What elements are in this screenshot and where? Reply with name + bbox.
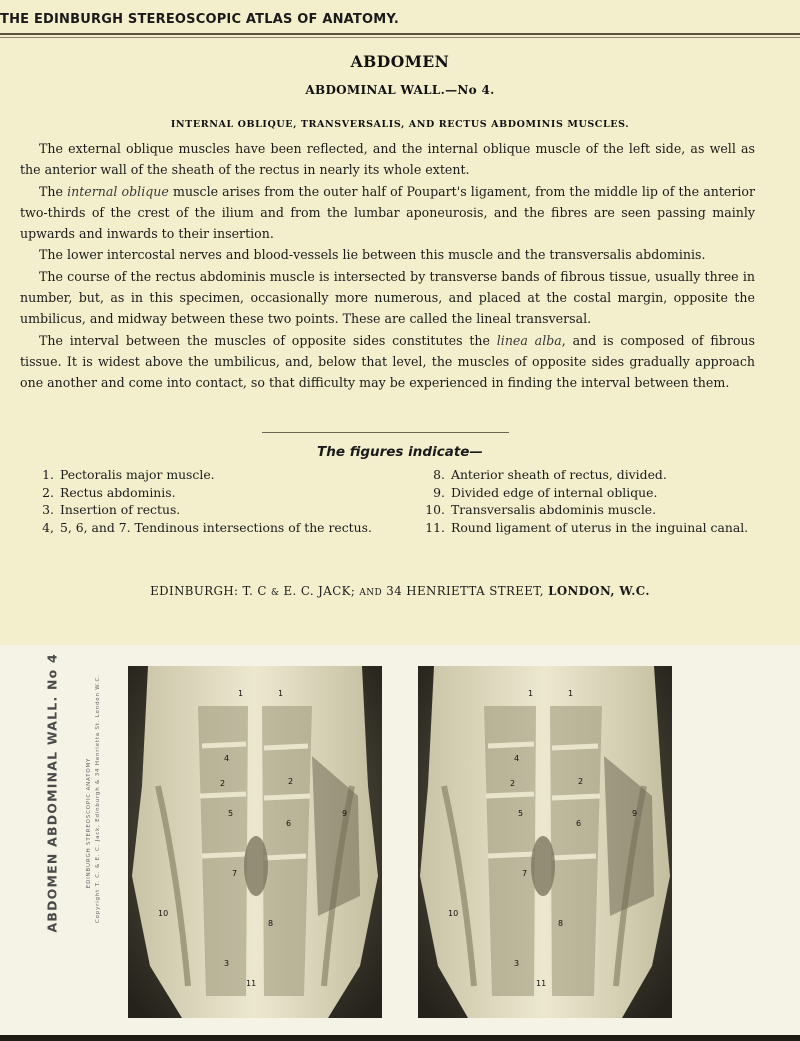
card-edge <box>0 1035 800 1041</box>
paragraph-2-emphasis: internal oblique <box>67 183 169 199</box>
photo-figure-label: 10 <box>448 909 459 918</box>
legend-item <box>30 519 375 537</box>
photo-figure-label: 2 <box>220 779 226 788</box>
legend-text: Anterior sheath of rectus, divided. <box>451 467 667 482</box>
legend-left-column <box>30 466 375 536</box>
publisher-imprint <box>0 584 800 598</box>
abdomen-dissection-image <box>418 666 672 1018</box>
paragraph-5-lead: The interval between the muscles of opposite sides constitutes the <box>39 332 497 348</box>
photo-figure-label: 5 <box>518 809 524 818</box>
photo-figure-label: 6 <box>576 819 582 828</box>
photo-figure-label: 8 <box>558 919 564 928</box>
side-copyright: Copyright T. C. & E. C. Jack, Edinburgh & 34 Henrietta St. London W.C. <box>95 674 101 923</box>
paragraph-5-emphasis: linea alba <box>496 332 562 348</box>
photo-figure-label: 6 <box>286 819 292 828</box>
plate-title: ABDOMINAL WALL.—No 4. <box>305 83 495 97</box>
side-series-label: EDINBURGH STEREOSCOPIC ANATOMY <box>86 757 92 889</box>
photo-figure-label: 1 <box>528 689 534 698</box>
legend-number: 10. <box>425 502 445 517</box>
legend-item <box>30 466 375 484</box>
legend-number: 9. <box>433 484 445 500</box>
description-text <box>20 138 755 394</box>
paragraph-3: The lower intercostal nerves and blood-vessels lie between this muscle and the transversalis abdominis. <box>39 247 706 263</box>
side-plate-label: ABDOMEN ABDOMINAL WALL. No 4 <box>44 653 60 933</box>
legend-text: Divided edge of internal oblique. <box>451 484 658 500</box>
legend-text: Rectus abdominis. <box>60 484 176 500</box>
photo-figure-label: 1 <box>568 689 574 698</box>
paragraph-5 <box>20 330 755 394</box>
photo-figure-label: 7 <box>522 869 528 878</box>
paragraph-2-lead: The <box>39 183 68 199</box>
legend-number: 11. <box>425 519 445 535</box>
legend-number: 1. <box>42 467 54 482</box>
stereo-photo-left <box>128 666 382 1018</box>
stereo-card-area <box>0 645 800 1035</box>
photo-figure-label: 1 <box>238 689 244 698</box>
legend-text: Pectoralis major muscle. <box>60 467 215 482</box>
paragraph-4: The course of the rectus abdominis muscle is intersected by transverse bands of fibrous tissue, usually three in number, but, as in this specimen, occasionally more numerous, and placed at the costal margin, opposite the umbilicus, and midway between these two points. These are called the lineal transversal. <box>20 268 755 327</box>
legend-item <box>421 519 771 537</box>
publisher-and: AND <box>359 588 383 598</box>
plate-subtitle: INTERNAL OBLIQUE, TRANSVERSALIS, AND RECTUS ABDOMINIS MUSCLES. <box>170 119 630 130</box>
paragraph-2-rest: muscle arises from the outer half of Poupart's ligament, from the middle lip of the anterior two-thirds of the crest of the ilium and from the lumbar aponeurosis, and the fibres are seen passing mainly upwards and inwards to their insertion. <box>20 183 756 242</box>
legend-number: 4, <box>42 519 54 535</box>
title-rule <box>0 33 800 35</box>
legend-item <box>421 501 771 519</box>
paragraph-2 <box>20 181 755 245</box>
legend-item <box>421 484 771 502</box>
title-rule-thin <box>0 37 800 38</box>
photo-figure-label: 8 <box>268 919 274 928</box>
legend-item <box>421 466 771 484</box>
abdomen-dissection-image <box>128 666 382 1018</box>
paragraph-1: The external oblique muscles have been reflected, and the internal oblique muscle of the left side, as well as the anterior wall of the sheath of the rectus in nearly its whole extent. <box>20 141 755 178</box>
section-divider <box>262 432 509 433</box>
photo-figure-label: 1 <box>278 689 284 698</box>
paragraph-5-rest: , and is composed of fibrous tissue. It is widest above the umbilicus, and, below that level, the muscles of opposite sides gradually approach one another and come into contact, so that difficulty may be experienced in finding the interval between them. <box>20 332 755 391</box>
photo-figure-label: 9 <box>632 809 638 818</box>
legend-text: Round ligament of uterus in the inguinal canal. <box>451 519 749 535</box>
photo-figure-label: 7 <box>232 869 238 878</box>
legend-text: 5, 6, and 7. Tendinous intersections of the rectus. <box>60 519 372 535</box>
legend-right-column <box>421 466 771 536</box>
legend-number: 2. <box>42 484 54 500</box>
photo-figure-label: 2 <box>510 779 516 788</box>
photo-figure-label: 10 <box>158 909 169 918</box>
photo-figure-label: 11 <box>536 979 547 988</box>
photo-figure-label: 4 <box>514 754 520 763</box>
atlas-title: THE EDINBURGH STEREOSCOPIC ATLAS OF ANATOMY. <box>0 12 399 27</box>
legend-text: Transversalis abdominis muscle. <box>451 502 657 517</box>
photo-figure-label: 11 <box>246 979 257 988</box>
photo-figure-label: 2 <box>578 777 584 786</box>
section-title: ABDOMEN <box>350 52 450 71</box>
legend-text: Insertion of rectus. <box>60 502 181 517</box>
photo-figure-label: 4 <box>224 754 230 763</box>
photo-figure-label: 9 <box>342 809 348 818</box>
photo-figure-label: 5 <box>228 809 234 818</box>
photo-figure-label: 3 <box>224 959 230 968</box>
publisher-part: 34 HENRIETTA STREET, <box>382 584 549 598</box>
publisher-city: LONDON, W.C. <box>548 584 650 598</box>
legend-number: 3. <box>42 502 54 517</box>
photo-figure-label: 3 <box>514 959 520 968</box>
legend-item <box>30 484 375 502</box>
publisher-part: E. C. JACK; <box>279 584 360 598</box>
legend-item <box>30 501 375 519</box>
publisher-part: EDINBURGH: T. C <box>150 584 271 598</box>
photo-figure-label: 2 <box>288 777 294 786</box>
legend-number: 8. <box>433 467 445 482</box>
stereo-photo-right <box>418 666 672 1018</box>
publisher-ampersand: & <box>270 588 280 598</box>
figures-heading: The figures indicate— <box>317 444 483 460</box>
